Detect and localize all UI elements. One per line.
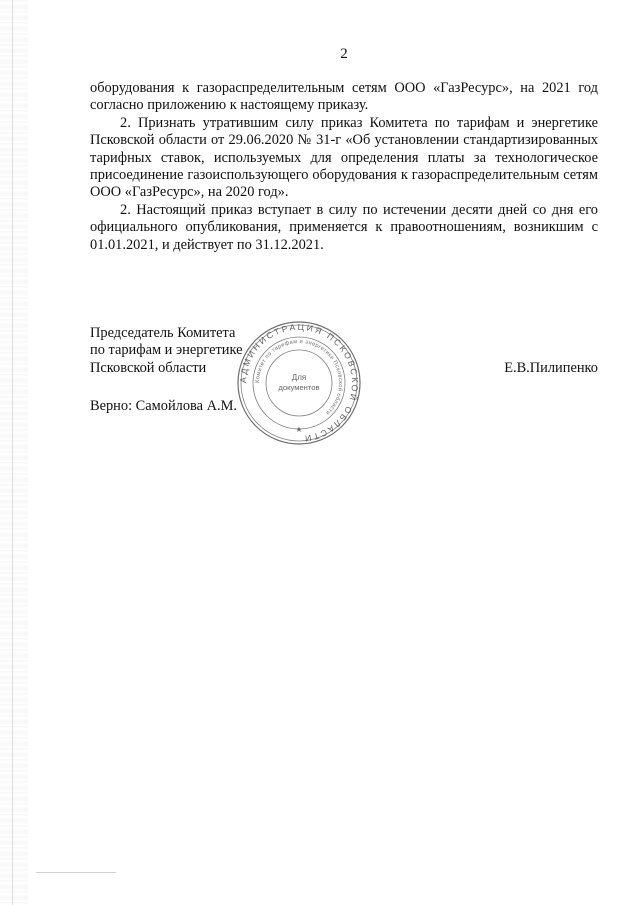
certification-note: Верно: Самойлова А.М. (90, 398, 238, 414)
scan-edge-line (12, 0, 13, 905)
official-seal (236, 320, 362, 446)
signatory-position-line: Председатель Комитета (90, 325, 236, 341)
seal-inner-text: Комитет по тарифам и энергетике Псковской области (254, 338, 344, 416)
scan-edge-noise (0, 0, 28, 905)
paragraph-item-repeal: 2. Признать утратившим силу приказ Комитета по тарифам и энергетике Псковской области от 29.06.2020 № 31-г «Об установлении стандартизированных тарифных ставок, используемых для определения платы за технологическое присоединение газоиспользующего оборудования к газораспределительным сетям ООО «ГазРесурс», на 2020 год». (90, 114, 598, 201)
paragraph-item-effective: 2. Настоящий приказ вступает в силу по истечении десяти дней со дня его официального опубликования, применяется к правоотношениям, возникшим с 01.01.2021, и действует по 31.12.2021. (90, 201, 598, 253)
page-number: 2 (340, 46, 348, 62)
signatory-position (90, 325, 243, 377)
seal-star-icon: ★ (295, 425, 303, 434)
seal-outer-text: АДМИНИСТРАЦИЯ ПСКОВСКОЙ ОБЛАСТИ (237, 321, 361, 444)
document-body (90, 80, 598, 254)
seal-center-line2: документов (278, 383, 320, 392)
scan-bottom-mark (36, 872, 116, 873)
seal-center-line1: Для (291, 373, 307, 382)
paragraph-continuation: оборудования к газораспределительным сетям ООО «ГазРесурс», на 2021 год согласно приложению к настоящему приказу. (90, 80, 598, 114)
signatory-position-line: по тарифам и энергетике (90, 342, 243, 359)
signatory-position-line: Псковской области (90, 359, 207, 376)
signer-name: Е.В.Пилипенко (504, 360, 598, 376)
